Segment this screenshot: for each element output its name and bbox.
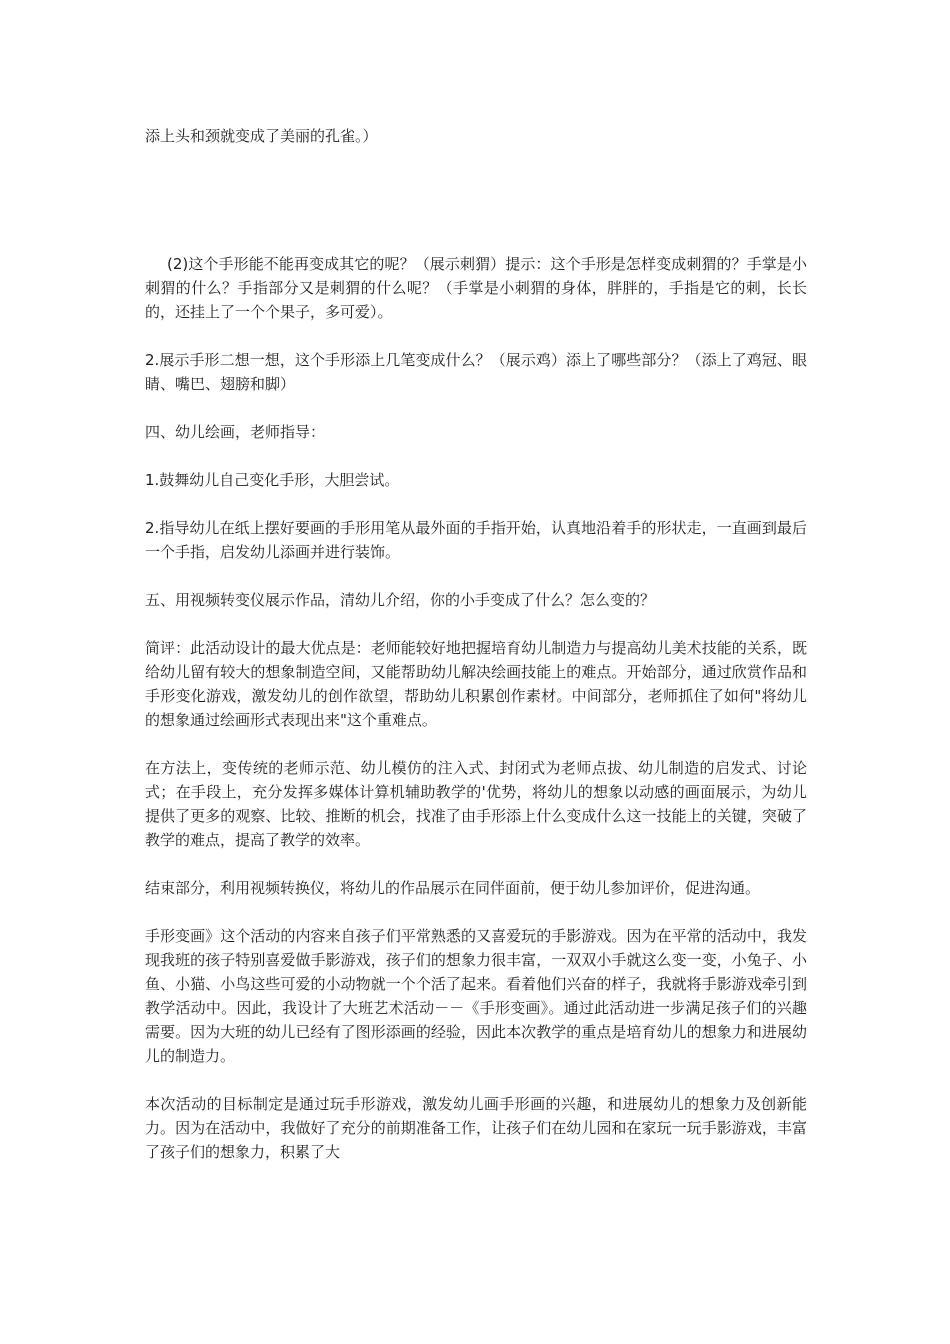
paragraph-spacer bbox=[145, 564, 807, 588]
paragraph-hedgehog: (2)这个手形能不能再变成其它的呢？（展示刺猬）提示：这个手形是怎样变成刺猬的？手掌是小刺猬的什么？手指部分又是刺猬的什么呢？（手掌是小刺猬的身体，胖胖的，手指是它的刺，长长的，还挂上了一个个果子，多可爱）。 bbox=[145, 255, 807, 321]
paragraph-reflection: 手形变画》这个活动的内容来自孩子们平常熟悉的又喜爱玩的手影游戏。因为在平常的活动中，我发现我班的孩子特别喜爱做手影游戏，孩子们的想象力很丰富，一双双小手就这么变一变，小兔子、小鱼、小猫、小鸟这些可爱的小动物就一个个活了起来。看着他们兴奋的样子，我就将手影游戏牵引到教学活动中。因此，我设计了大班艺术活动－－《手形变画》。通过此活动进一步满足孩子们的兴趣需要。因为大班的幼儿已经有了图形添画的经验，因此本次教学的重点是培育幼儿的想象力和进展幼儿的制造力。 bbox=[145, 927, 807, 1065]
paragraph-method: 在方法上，变传统的老师示范、幼儿模仿的注入式、封闭式为老师点拔、幼儿制造的启发式、讨论式；在手段上，充分发挥多媒体计算机辅助教学的'优势，将幼儿的想象以动感的画面展示，为幼儿提供了更多的观察、比较、推断的机会，找准了由手形添上什么变成什么这一技能上的关键，突破了教学的难点，提高了教学的效率。 bbox=[145, 759, 807, 849]
paragraph-encourage: 1.鼓舞幼儿自己变化手形，大胆尝试。 bbox=[145, 471, 400, 489]
paragraph-spacer bbox=[145, 900, 807, 924]
paragraph-spacer bbox=[145, 612, 807, 636]
section-heading-drawing: 四、幼儿绘画，老师指导： bbox=[145, 423, 326, 441]
paragraph-review: 简评：此活动设计的最大优点是：老师能较好地把握培育幼儿制造力与提高幼儿美术技能的关系，既给幼儿留有较大的想象制造空间，又能帮助幼儿解决绘画技能上的难点。开始部分，通过欣赏作品和手形变化游戏，激发幼儿的创作欲望，帮助幼儿积累创作素材。中间部分，老师抓住了如何"将幼儿的想象通过绘画形式表现出来"这个重难点。 bbox=[145, 639, 807, 729]
paragraph-spacer bbox=[145, 1068, 807, 1092]
paragraph-spacer bbox=[145, 732, 807, 756]
paragraph-guide: 2.指导幼儿在纸上摆好要画的手形用笔从最外面的手指开始，认真地沿着手的形状走，一直画到最后一个手指，启发幼儿添画并进行装饰。 bbox=[145, 519, 807, 561]
paragraph-spacer bbox=[145, 852, 807, 876]
paragraph-spacer bbox=[145, 148, 807, 252]
paragraph-spacer bbox=[145, 396, 807, 420]
paragraph-chicken: 2.展示手形二想一想，这个手形添上几笔变成什么？（展示鸡）添上了哪些部分？（添上了鸡冠、眼睛、嘴巴、翅膀和脚） bbox=[145, 351, 807, 393]
paragraph-spacer bbox=[145, 444, 807, 468]
paragraph-goals: 本次活动的目标制定是通过玩手形游戏，激发幼儿画手形画的兴趣，和进展幼儿的想象力及创新能力。因为在活动中，我做好了充分的前期准备工作，让孩子们在幼儿园和在家玩一玩手影游戏，丰富了孩子们的想象力，积累了大 bbox=[145, 1095, 807, 1161]
paragraph-spacer bbox=[145, 492, 807, 516]
paragraph-spacer bbox=[145, 324, 807, 348]
document-body bbox=[145, 124, 807, 1164]
paragraph-peacock: 添上头和颈就变成了美丽的孔雀。） bbox=[145, 127, 378, 145]
section-heading-showcase: 五、用视频转变仪展示作品，清幼儿介绍，你的小手变成了什么？怎么变的？ bbox=[145, 591, 656, 609]
paragraph-ending: 结束部分，利用视频转换仪，将幼儿的作品展示在同伴面前，便于幼儿参加评价，促进沟通。 bbox=[145, 879, 761, 897]
